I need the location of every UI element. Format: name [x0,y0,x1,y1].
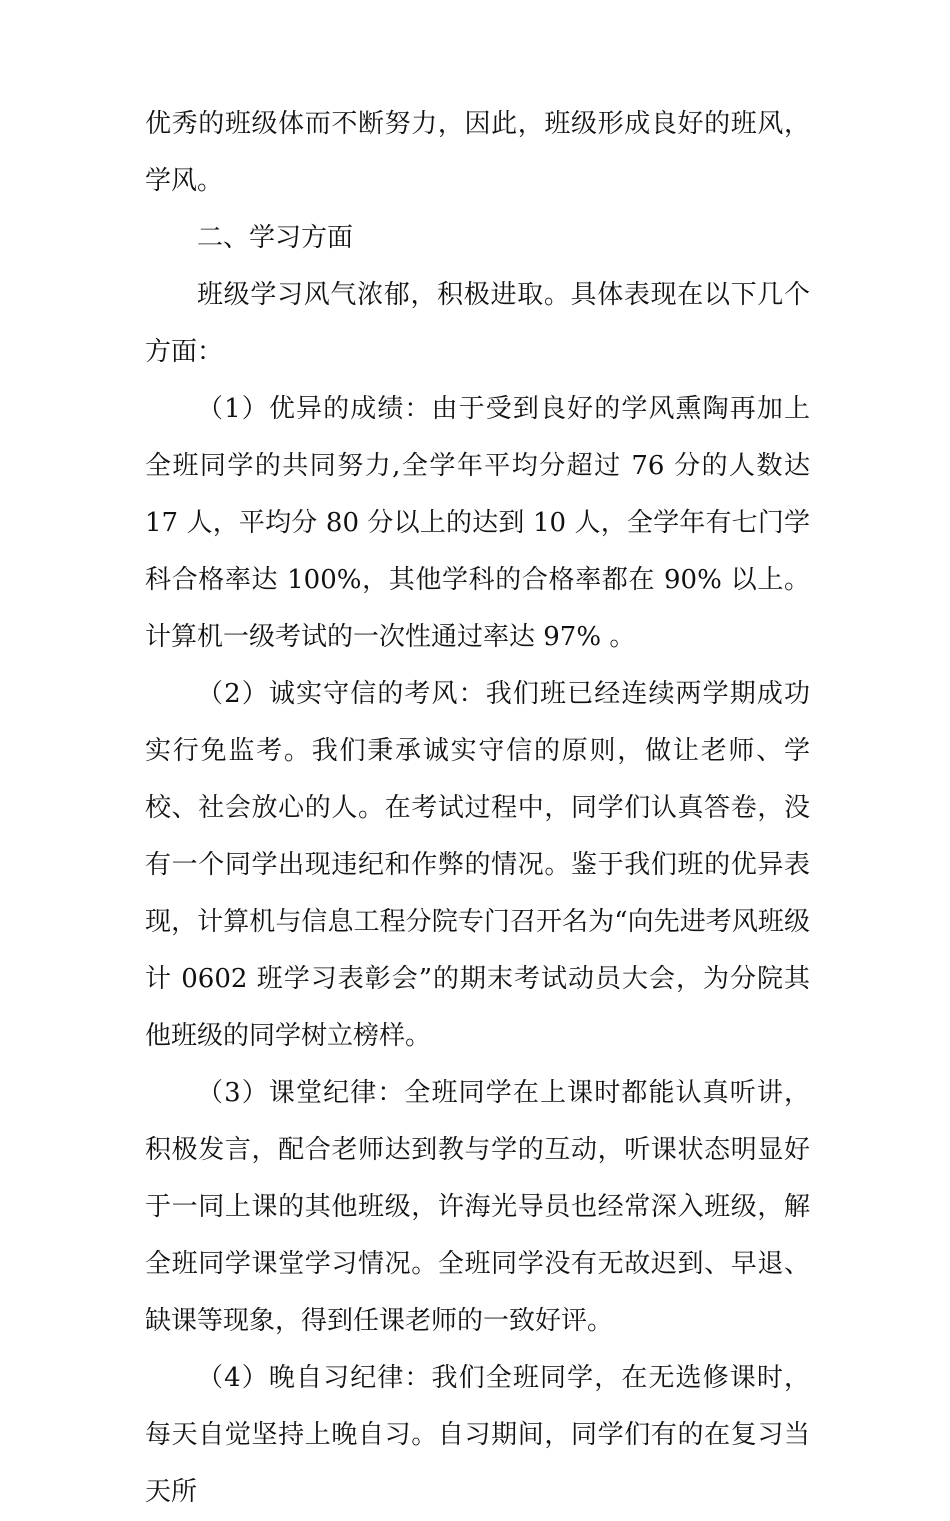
section-heading-study: 二、学习方面 [197,223,354,253]
paragraph-classroom-discipline: （3）课堂纪律：全班同学在上课时都能认真听讲，积极发言，配合老师达到教与学的互动，听课状态明显好于一同上课的其他班级，许海光导员也经常深入班级，解全班同学课堂学习情况。全班同学没有无故迟到、早退、缺课等现象，得到任课老师的一致好评。 [145,1078,810,1336]
paragraph-study-overview: 班级学习风气浓郁，积极进取。具体表现在以下几个方面： [145,280,810,367]
document-body [145,96,810,1521]
paragraph-intro-continuation: 优秀的班级体而不断努力，因此，班级形成良好的班风，学风。 [145,109,810,196]
paragraph-evening-study: （4）晚自习纪律：我们全班同学，在无选修课时，每天自觉坚持上晚自习。自习期间，同学们有的在复习当天所 [145,1363,810,1507]
paragraph-exam-integrity: （2）诚实守信的考风：我们班已经连续两学期成功实行免监考。我们秉承诚实守信的原则，做让老师、学校、社会放心的人。在考试过程中，同学们认真答卷，没有一个同学出现违纪和作弊的情况。鉴于我们班的优异表现，计算机与信息工程分院专门召开名为“向先进考风班级计 0602 班学习表彰会”的期末考试动员大会，为分院其他班级的同学树立榜样。 [145,679,810,1051]
paragraph-grades: （1）优异的成绩：由于受到良好的学风熏陶再加上全班同学的共同努力,全学年平均分超过 76 分的人数达 17 人，平均分 80 分以上的达到 10 人，全学年有七门学科合格率达 100%，其他学科的合格率都在 90% 以上。计算机一级考试的一次性通过率达 97% 。 [145,394,810,652]
